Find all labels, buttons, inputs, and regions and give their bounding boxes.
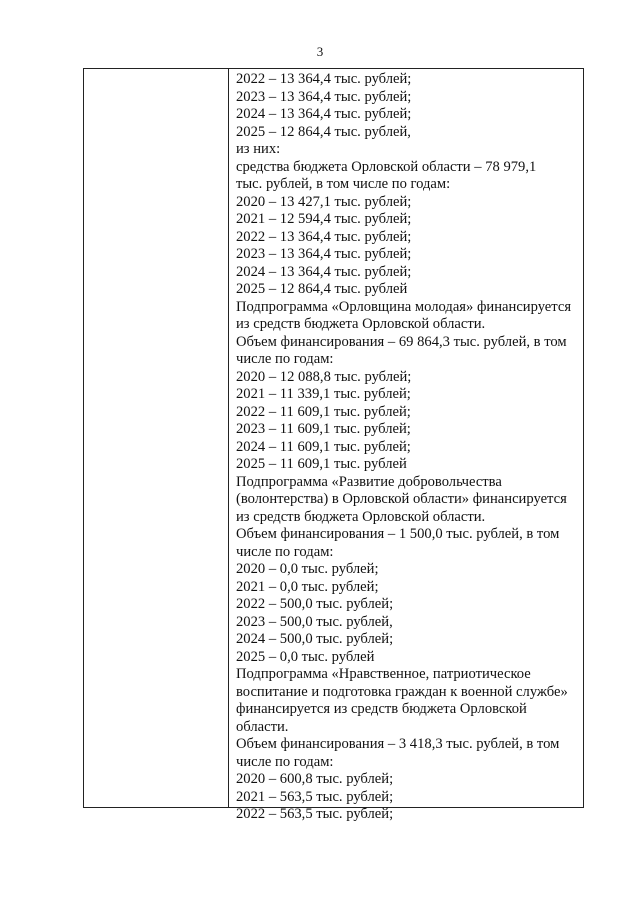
text-line: 2020 – 13 427,1 тыс. рублей; bbox=[236, 193, 412, 210]
text-line: из них: bbox=[236, 141, 281, 157]
text-line: 2022 – 13 364,4 тыс. рублей; bbox=[236, 71, 412, 87]
text-line: числе по годам: bbox=[236, 543, 334, 560]
page-number: 3 bbox=[316, 44, 324, 59]
text-line: 2022 – 11 609,1 тыс. рублей; bbox=[236, 403, 411, 420]
left-column-cell bbox=[84, 69, 229, 807]
text-line: средства бюджета Орловской области – 78 979,1 bbox=[236, 158, 537, 175]
text-line: из средств бюджета Орловской области. bbox=[236, 316, 486, 332]
text-line: 2021 – 11 339,1 тыс. рублей; bbox=[236, 386, 411, 402]
text-line: Подпрограмма «Нравственное, патриотическое bbox=[236, 666, 531, 682]
text-line: 2023 – 11 609,1 тыс. рублей; bbox=[236, 421, 411, 437]
text-line: 2020 – 0,0 тыс. рублей; bbox=[236, 561, 379, 577]
text-line: воспитание и подготовка граждан к военной службе» bbox=[236, 683, 568, 700]
text-line: 2023 – 13 364,4 тыс. рублей; bbox=[236, 246, 412, 262]
text-line: 2023 – 500,0 тыс. рублей, bbox=[236, 613, 393, 630]
text-line: числе по годам: bbox=[236, 351, 334, 367]
text-line: числе по годам: bbox=[236, 753, 334, 770]
text-line: 2021 – 12 594,4 тыс. рублей; bbox=[236, 211, 412, 227]
text-line: тыс. рублей, в том числе по годам: bbox=[236, 176, 451, 192]
text-line: (волонтерства) в Орловской области» финансируется bbox=[236, 491, 567, 507]
right-column-cell bbox=[230, 69, 583, 822]
text-line: 2025 – 0,0 тыс. рублей bbox=[236, 648, 375, 665]
text-line: 2022 – 13 364,4 тыс. рублей; bbox=[236, 228, 412, 245]
content-table bbox=[83, 68, 584, 822]
text-line: Подпрограмма «Развитие добровольчества bbox=[236, 473, 502, 490]
text-line: 2024 – 13 364,4 тыс. рублей; bbox=[236, 263, 412, 280]
text-line: 2024 – 500,0 тыс. рублей; bbox=[236, 631, 394, 647]
text-line: 2021 – 563,5 тыс. рублей; bbox=[236, 788, 394, 805]
text-line: Подпрограмма «Орловщина молодая» финансируется bbox=[236, 298, 572, 315]
text-line: финансируется из средств бюджета Орловской bbox=[236, 701, 527, 717]
text-line: 2025 – 12 864,4 тыс. рублей, bbox=[236, 123, 411, 140]
text-line: области. bbox=[236, 718, 289, 735]
text-line: 2020 – 600,8 тыс. рублей; bbox=[236, 771, 394, 787]
text-line: Объем финансирования – 69 864,3 тыс. рублей, в том bbox=[236, 333, 567, 350]
text-line: 2024 – 13 364,4 тыс. рублей; bbox=[236, 106, 412, 122]
text-line: 2022 – 500,0 тыс. рублей; bbox=[236, 596, 394, 612]
text-line: 2021 – 0,0 тыс. рублей; bbox=[236, 578, 379, 595]
text-line: 2025 – 12 864,4 тыс. рублей bbox=[236, 281, 408, 297]
text-line: 2024 – 11 609,1 тыс. рублей; bbox=[236, 438, 411, 455]
text-line: 2025 – 11 609,1 тыс. рублей bbox=[236, 456, 407, 472]
text-line: 2020 – 12 088,8 тыс. рублей; bbox=[236, 368, 412, 385]
text-line: из средств бюджета Орловской области. bbox=[236, 508, 486, 525]
text-line: 2023 – 13 364,4 тыс. рублей; bbox=[236, 88, 412, 105]
text-line: Объем финансирования – 3 418,3 тыс. рублей, в том bbox=[236, 736, 560, 752]
text-line: 2022 – 563,5 тыс. рублей; bbox=[236, 806, 394, 822]
text-line: Объем финансирования – 1 500,0 тыс. рублей, в том bbox=[236, 526, 560, 542]
